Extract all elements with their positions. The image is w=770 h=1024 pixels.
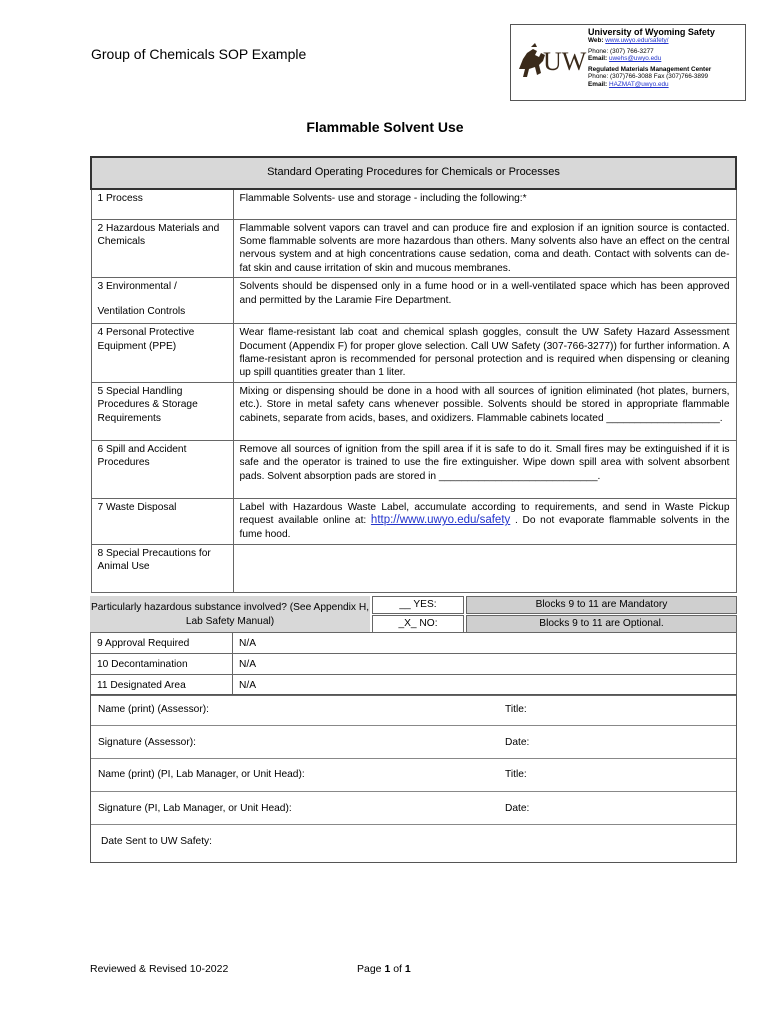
assessor-title-field[interactable]: Title: (505, 704, 527, 715)
row-content: Flammable Solvents- use and storage - including the following:* (233, 189, 736, 219)
page-num: 1 (384, 963, 391, 975)
row-content (233, 498, 736, 544)
date-sent-field[interactable]: Date Sent to UW Safety: (101, 836, 212, 847)
yes-result: Blocks 9 to 11 are Mandatory (466, 596, 737, 614)
decontamination-label: 10 Decontamination (91, 654, 233, 675)
footer-reviewed: Reviewed & Revised 10-2022 (90, 963, 229, 975)
page-of: of (390, 963, 405, 975)
row-label (91, 278, 233, 324)
email-link[interactable]: uwehs@uwyo.edu (608, 55, 662, 63)
row-content: Mixing or dispensing should be done in a hood with all sources of ignition eliminated (hot plates, burners, etc.). Store in metal safety cans whenever possible. Solvents should be stored in appropriate flammable cabinets, separate from acids, bases, and oxidizers. Flammable cabinets located ____________________. (233, 382, 736, 440)
row-label: 5 Special Handling Procedures & Storage Requirements (91, 382, 233, 440)
table-row (91, 219, 736, 278)
center-phone: Phone: (307)766-3088 Fax (307)766-3899 (588, 73, 709, 81)
table-row (91, 324, 736, 383)
no-result: Blocks 9 to 11 are Optional. (466, 615, 737, 633)
hazard-selection (90, 596, 737, 633)
page-total: 1 (404, 963, 411, 975)
row-label: 1 Process (91, 189, 233, 219)
divider (91, 725, 736, 726)
uw-safety-logo-block (510, 24, 746, 101)
footer-page-number (357, 963, 411, 975)
hazard-question: Particularly hazardous substance involved? (See Appendix H, Lab Safety Manual) (90, 596, 370, 633)
center-email-link[interactable]: HAZMAT@uwyo.edu (608, 80, 669, 88)
logo-contact-text (588, 27, 744, 89)
signature-block (90, 694, 737, 863)
no-option[interactable]: _X_ NO: (372, 615, 464, 633)
table-row (91, 440, 736, 498)
center-name: Regulated Materials Management Center (588, 65, 712, 73)
sop-title: Flammable Solvent Use (306, 119, 464, 135)
assessor-name-field[interactable]: Name (print) (Assessor): (98, 704, 209, 715)
sop-table-heading: Standard Operating Procedures for Chemicals or Processes (91, 157, 736, 189)
approval-value: N/A (233, 633, 737, 654)
row-content (233, 544, 736, 592)
divider (91, 824, 736, 825)
pi-signature-field[interactable]: Signature (PI, Lab Manager, or Unit Head): (98, 803, 292, 814)
row-label-line: 3 Environmental / (97, 281, 177, 293)
divider (91, 758, 736, 759)
table-row (91, 544, 736, 592)
web-link[interactable]: www.uwyo.edu/safety/ (605, 37, 669, 44)
table-row (91, 654, 737, 675)
uw-logo (515, 39, 587, 85)
safety-website-link[interactable]: http://www.uwyo.edu/safety (370, 514, 511, 527)
table-row (91, 189, 736, 219)
row-content: Remove all sources of ignition from the spill area if it is safe to do it. Small fires may be extinguished if it is safe and the operator is trained to use the fire extinguisher. Wipe down spill area with solvent absorbent pads. Solvent absorption pads are stored in ____________________________. (233, 440, 736, 498)
pi-title-field[interactable]: Title: (505, 769, 527, 780)
row-label: 6 Spill and Accident Procedures (91, 440, 233, 498)
divider (91, 791, 736, 792)
table-row (91, 498, 736, 544)
yes-option[interactable]: __ YES: (372, 596, 464, 614)
row-content: Solvents should be dispensed only in a fume hood or in a well-ventilated space which has been approved and permitted by the Laramie Fire Department. (233, 278, 736, 324)
assessor-date-field[interactable]: Date: (505, 737, 530, 748)
org-name: University of Wyoming Safety (588, 27, 715, 37)
pi-date-field[interactable]: Date: (505, 803, 530, 814)
web-label: Web: (588, 37, 604, 44)
decontamination-value: N/A (233, 654, 737, 675)
waste-text: Label with Hazardous Waste Label, accumulate according to requirements, and send in Waste Pickup request available online at: (239, 501, 730, 527)
email-label: Email: (588, 55, 608, 63)
uw-wordmark: UW (543, 47, 587, 76)
designated-area-value: N/A (233, 675, 737, 696)
row-label: 8 Special Precautions for Animal Use (91, 544, 233, 592)
page-prefix: Page (357, 963, 385, 975)
designated-area-label: 11 Designated Area (91, 675, 233, 696)
approval-label: 9 Approval Required (91, 633, 233, 654)
pi-name-field[interactable]: Name (print) (PI, Lab Manager, or Unit Head): (98, 769, 305, 780)
sop-table (90, 156, 737, 593)
approval-table (90, 632, 737, 696)
assessor-signature-field[interactable]: Signature (Assessor): (98, 737, 196, 748)
row-label: 2 Hazardous Materials and Chemicals (91, 219, 233, 278)
row-label-line: Ventilation Controls (97, 305, 186, 317)
table-row (91, 278, 736, 324)
table-row (91, 633, 737, 654)
document-title: Group of Chemicals SOP Example (91, 46, 307, 62)
table-row (91, 675, 737, 696)
phone: Phone: (307) 766-3277 (588, 47, 654, 55)
row-label: 4 Personal Protective Equipment (PPE) (91, 324, 233, 383)
row-label: 7 Waste Disposal (91, 498, 233, 544)
table-row (91, 382, 736, 440)
center-email-label: Email: (588, 80, 608, 88)
row-content: Wear flame-resistant lab coat and chemical splash goggles, consult the UW Safety Hazard Assessment Document (Appendix F) for proper glove selection. Call UW Safety (307-766-3277)) for further information. A flame-resistant apron is recommended for personal protection and is required when dispensing or cleaning up spill quantities greater than 1 liter. (233, 324, 736, 383)
row-content: Flammable solvent vapors can travel and can produce fire and explosion if an ignition source is contacted. Some flammable solvents are more hazardous than others. Many solvents also have an effect on the central nervous system and at high concentrations cause sedation, coma and death. Contact with solvents can de-fat skin and cause irritation of skin and mucous membranes. (233, 219, 736, 278)
waste-text-end: . Do not evaporate flammable solvents in the fume hood. (239, 515, 730, 540)
